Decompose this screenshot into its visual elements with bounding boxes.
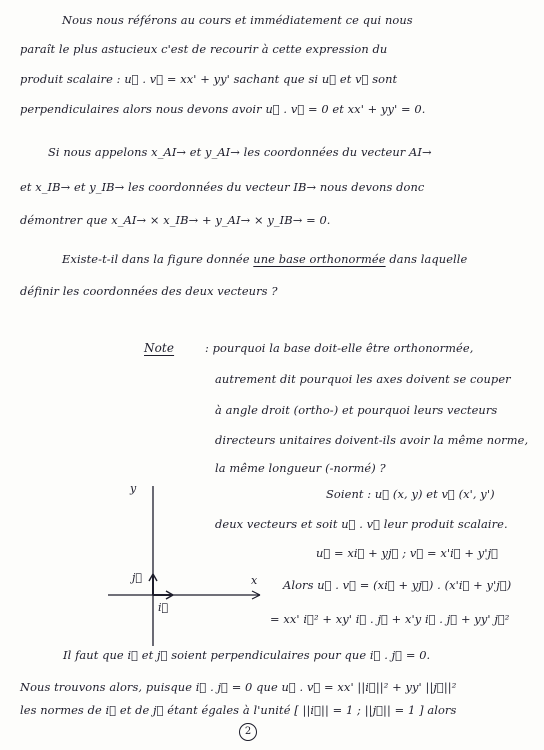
paragraph1-line1: Nous nous référons au cours et immédiatement ce qui nous xyxy=(62,13,413,27)
note-line2: autrement dit pourquoi les axes doivent se couper xyxy=(215,372,511,386)
footer-line2: Nous trouvons alors, puisque i⃗ . j⃗ = 0 que u⃗ . v⃗ = xx' ||i⃗||² + yy' ||j⃗||² xyxy=(20,680,457,694)
paragraph2-line1: Si nous appelons x_AI→ et y_AI→ les coordonnées du vecteur AI→ xyxy=(48,145,432,159)
paragraph1-line3: produit scalaire : u⃗ . v⃗ = xx' + yy' sachant que si u⃗ et v⃗ sont xyxy=(20,72,398,86)
math-soient: Soient : u⃗ (x, y) et v⃗ (x', y') xyxy=(326,487,495,501)
note-line5: la même longueur (-normé) ? xyxy=(215,461,386,475)
paragraph2-line2: et x_IB→ et y_IB→ les coordonnées du vecteur IB→ nous devons donc xyxy=(20,180,425,194)
footer-line3: les normes de i⃗ et de j⃗ étant égales à l'unité [ ||i⃗|| = 1 ; ||j⃗|| = 1 ] alors xyxy=(20,703,457,717)
orthonormal-basis-underlined: une base orthonormée xyxy=(253,252,386,266)
math-decomposition: u⃗ = xi⃗ + yj⃗ ; v⃗ = x'i⃗ + y'j⃗ xyxy=(316,546,499,560)
paragraph2-line3: démontrer que x_AI→ × x_IB→ + y_AI→ × y_IB→ = 0. xyxy=(20,213,331,227)
note-label: Note xyxy=(144,341,175,355)
paragraph3-line1 xyxy=(62,252,467,266)
paragraph3-line1-after: dans laquelle xyxy=(385,252,468,266)
math-alors: Alors u⃗ . v⃗ = (xi⃗ + yj⃗) . (x'i⃗ + y'j⃗) xyxy=(283,578,512,592)
note-line4: directeurs unitaires doivent-ils avoir la même norme, xyxy=(215,433,529,447)
paragraph3-line2: définir les coordonnées des deux vecteurs ? xyxy=(20,284,278,298)
paragraph1-line2: paraît le plus astucieux c'est de recourir à cette expression du xyxy=(20,42,388,56)
j-vector-label: j⃗ xyxy=(132,571,143,584)
x-axis-label: x xyxy=(251,574,258,587)
paragraph1-line4: perpendiculaires alors nous devons avoir u⃗ . v⃗ = 0 et xx' + yy' = 0. xyxy=(20,102,426,116)
i-vector-label: i⃗ xyxy=(158,601,169,614)
math-expansion: = xx' i⃗² + xy' i⃗ . j⃗ + x'y i⃗ . j⃗ + yy' j⃗² xyxy=(270,612,510,626)
page-number: 2 xyxy=(239,723,257,741)
note-line3: à angle droit (ortho-) et pourquoi leurs vecteurs xyxy=(215,403,498,417)
note-line1: : pourquoi la base doit-elle être orthonormée, xyxy=(205,341,474,355)
paragraph3-line1-before: Existe-t-il dans la figure donnée xyxy=(62,252,254,266)
y-axis-label: y xyxy=(130,482,137,495)
coordinate-axes-figure xyxy=(108,478,268,653)
math-deux-vecteurs: deux vecteurs et soit u⃗ . v⃗ leur produit scalaire. xyxy=(215,517,508,531)
footer-line1: Il faut que i⃗ et j⃗ soient perpendiculaires pour que i⃗ . j⃗ = 0. xyxy=(63,648,431,662)
